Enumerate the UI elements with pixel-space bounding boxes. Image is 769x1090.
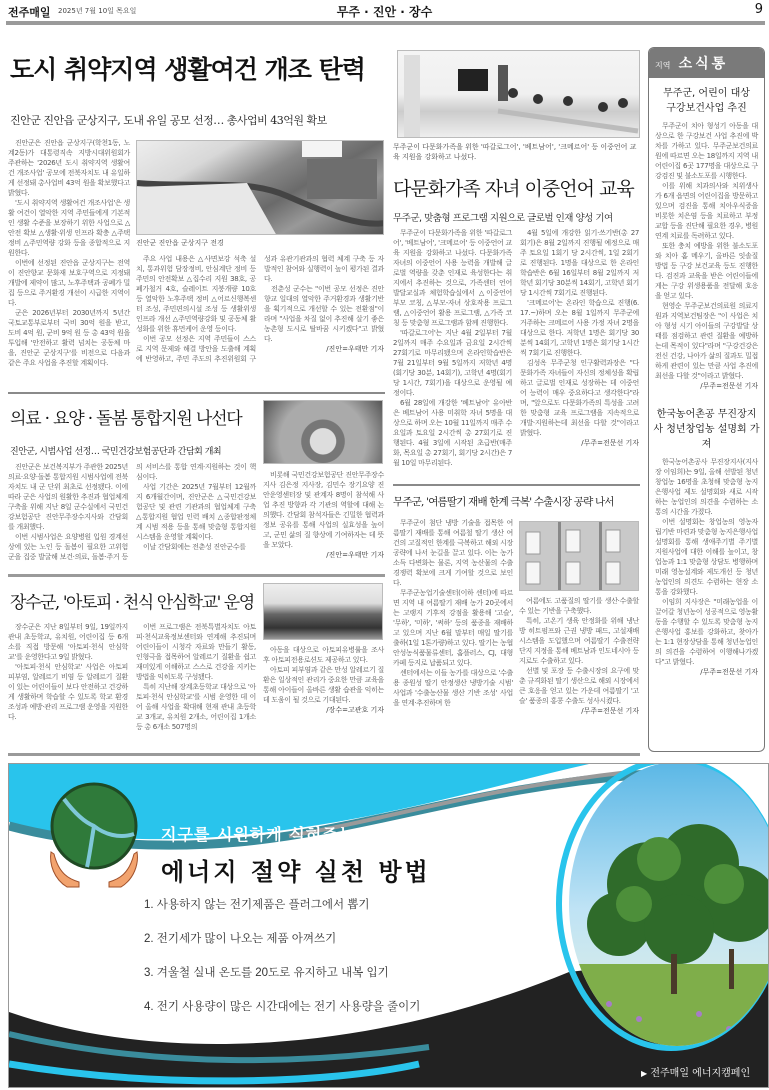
paragraph: 또한 충치 예방을 위한 불소도포와 치아 홈 메우기, 올바른 잇솔질 방법 등 구강 보건교육 등도 진행한다. 검진과 교육을 받은 어린이들에게는 구강 위생용품을 전달해 호응을 얻고 있다. [655, 242, 758, 300]
paragraph: 무주군이 첨단 냉방 기술을 접목한 여름딸기 재배를 통해 여름철 딸기 생산 여건의 고질적인 한계를 극복하고 해외 시장 공략에 나서 눈길을 끌고 있다. 이는 농가 소득 다변화는 물론, 지역 농산물의 수출경쟁력 확보에 크게 기여할 것으로 보인다. [393, 519, 513, 587]
energy-tip: 3. 겨울철 실내 온도를 20도로 유지하고 내복 입기 [144, 967, 389, 979]
article5-byline: /무주=전문선 기자 [581, 707, 639, 715]
article4-subhead: 무주군, 맞춤형 프로그램 지원으로 글로벌 인재 양성 기여 [393, 213, 613, 224]
paragraph: 군은 2026년부터 2030년까지 5년간 국토교통부로부터 국비 30억 원을 받고, 도비 4억 원, 군비 9억 원 등 총 43억 원을 투입해 '안전하고 활력 넘치는 공동체 마을, 진안군 군상지구'를 비전으로 다음과 같은 주요 사업을 추진할 계획이다. [8, 309, 130, 367]
aerial-map-illustration [137, 141, 384, 235]
article2-cols12 [8, 462, 256, 562]
article5-col2-text [519, 596, 639, 706]
paragraph: 여름에도 고품질의 딸기를 생산·수출할 수 있는 기반을 구축했다. [519, 597, 639, 615]
sidebar-item [649, 407, 764, 677]
paragraph: 무주군이 치아 형성기 아동을 대상으로 한 구강보건 사업 추진에 박차를 가하고 있다. 무주군보건의료원에 따르면 오는 18일까지 지역 내 어린이집 6곳 177명을 대상으로 구강검진 및 불소도포를 시행한다. [655, 122, 758, 180]
paragraph: '아토피·천식 안심학교' 사업은 아토피 피부염, 알레르기 비염 등 알레르기 질환이 있는 어린이들이 보다 안전하고 건강하게 생활하며 학습할 수 있도록 학교 환경 조성과 예방·관리 프로그램 운영을 지원한다. [8, 663, 128, 721]
paragraph: 이날 간담회에는 전춘성 진안군수를 [143, 543, 246, 551]
local-news-sidebar [648, 47, 765, 752]
paragraph: 선별 및 포장 등 수출시장의 요구에 맞춘 규격화된 딸기 생산으로 해외 시장에서 큰 호응을 얻고 있는 가운데 여름딸기 '고슬' 품종의 홍콩 수출도 성사시켰다. [519, 667, 639, 705]
article3-byline: /장수=고관호 기자 [326, 706, 384, 714]
paragraph: 비롯해 국민건강보험공단 진안무주장수지사 김은정 지사장, 김민수 장기요양 진안운영센터장 및 관계자 8명이 참석해 사업 추진 방향과 각 기관의 역할에 대해 논의했다. 간담회 참석자들은 긴밀한 협력과 정보 공유를 통해 사업의 실효성을 높이고, 군민 삶의 질 향상에 기여하자는 데 뜻을 모았다. [263, 471, 384, 549]
sidebar-item-title: 무주군, 어린이 대상 구강보건사업 추진 [663, 88, 750, 114]
paragraph: 4월 5일에 개강한 읽기·쓰기반(총 27회기)은 8월 2일까지 진행될 예정으로 매주 토요일 1회기 당 2시간씩, 1일 2회기로 진행된다. 1명을 대상으로 한 온라인학습반은 6월 16일부터 8월 2일까지 저학년 회기당 30분씩 14회기, 고학년 회기당 1시간씩 7회기로 진행된다. [520, 229, 639, 297]
paragraph: 진안군은 보건복지부가 주관한 2025년 의료·요양·돌봄 통합지원 시범사업에 전북자치도 내 군 단위 최초로 선정됐다. 이에 따라 군은 사업의 원활한 추진과 협업체계 구축을 위해 지난 8일 군수실에서 국민건강보험공단 진안무주장수지사와 간담회를 개최했다. [8, 463, 128, 531]
paragraph: 특히, 고온기 생육 안정화를 위해 냉난방 히트펌프와 근권 냉방 패드, 고설재배 시스템을 도입했으며 여름딸기 수출전략단지 지정을 통해 베트남과 인도네시아 등지로도 수출하고 있다. [519, 617, 639, 665]
paragraph: 아동을 대상으로 아토피유병률을 조사 후 아토피전용로션도 제공하고 있다. [263, 646, 384, 664]
sidebar-label-small: 지역 [655, 61, 671, 70]
paragraph: 6월 28일에 개강한 '베트남어' 유아반은 베트남어 사용 미취학 자녀 5명을 대상으로 하며 오는 10월 11일까지 매주 수요일과 토요일 2시간씩 총 27회기로 진행된다. 4월 3일에 시작된 초급반(매주 화, 목요일 총 27회기, 회기당 2시간)은 7월 10일 마무리된다. [393, 399, 512, 467]
article4-headline: 다문화가족 자녀 이중언어 교육 [393, 178, 634, 200]
energy-tip: 1. 사용하지 않는 전기제품은 플러그에서 뽑기 [144, 899, 370, 911]
article1-subhead: 진안군 진안읍 군상지구, 도내 유일 공모 선정… 총사업비 43억원 확보 [10, 114, 327, 127]
energy-tip: 4. 전기 사용량이 많은 시간대에는 전기 사용량을 줄이기 [144, 1001, 421, 1013]
aerial-photo [136, 140, 384, 235]
play-triangle-icon: ▶ [641, 1069, 648, 1078]
divider [8, 392, 385, 394]
article5-headline: 무주군, '여름딸기 재배 한계 극복' 수출시장 공략 나서 [393, 496, 614, 508]
paragraph: 사업 기간은 2025년 7월부터 12월까지 6개월간이며, 진안군은 △국민건강보험공단 및 관련 기관과의 협업체계 구축 △통합지원 협업 인력 배치 △종합판정체계 시범 적용 등을 통해 맞춤형 통합지원 시스템을 운영할 계획이다. [136, 483, 256, 541]
campaign-name: 전주매일 에너지캠페인 [650, 1068, 751, 1079]
classroom-illustration [398, 51, 640, 138]
energy-tips-list [144, 888, 420, 1024]
paragraph: '크메르어'는 온라인 학습으로 진행(6. 17.~)하며 오는 8월 1일까지 무주군에 거주하는 크메르어 사용 가정 자녀 2명을 대상으로 한다. 저학년 1명은 회기당 30분씩 14회기, 고학년 1명은 회기당 1시간씩 7회기로 진행한다. [520, 299, 639, 357]
energy-campaign-banner [8, 763, 769, 1088]
sidebar-item [649, 86, 764, 391]
article4-body [393, 228, 639, 468]
paragraph: 이번 프로그램은 전북특별자치도 아토피·천식교육정보센터와 연계해 추진되며 어린이들이 시청각 자료와 만들기 활동, 인형극을 접목하여 알레르기 질환을 쉽고 재미있게 이해하고 스스로 건강을 지키는 방법을 익히도록 구성됐다. [136, 623, 256, 681]
paragraph: 무주군농업기술센터(이하 센터)에 따르면 지역 내 여름딸기 재배 농가 20곳에서는 고랭지 기후적 강점을 활용해 '고슬', '무하', '미하', '써하' 등의 품종을 재배하고 있으며 지난 6월 말부터 매일 딸기를 출하(1일 1톤가량)하고 있다. 딸기는 농협안성농식품물류센터, 홈플러스, CJ, 대형카페 등지로 납품되고 있다. [393, 589, 513, 667]
paragraph: 이임희 지사장은 "미래농업을 이끌어갈 청년농이 성공적으로 영농활동을 수행할 수 있도록 맞춤형 농지은행사업 홍보를 강화하고, 찾아가는 1:1 현장상담을 통해 청년농업인의 의견을 수렴하여 이행해나가겠다"고 밝혔다. [655, 598, 758, 666]
paragraph: 주요 사업 내용은 △사면보강 석축 설치, 통과위험 담장정비, 안심계단 정비 등 주민의 안전확보 △집수리 지원 38호, 공폐가철거 4호, 슬레이트 지붕개량 10호 등 열악한 노후주택 정비 △어르신행복센터 조성, 주민편의시설 조성 등 생활위생인프라 개선 △주민역량강화 및 공동체 활성화를 위한 휴먼케어 운영 등이다. [136, 255, 256, 333]
paragraph: 특히 지난해 장계초등학교 대상으로 '아토피·천식 안심학교'를 시범 운영한 데 이어 올해 사업을 확대해 현재 관내 초등학교 3개교, 유치원 2개소, 어린이집 1개소 등 총 6개소 507명의 [136, 683, 256, 731]
paragraph: 장수군은 지난 8일부터 9일, 19일까지 관내 초등학교, 유치원, 어린이집 등 6개소를 직접 방문해 '아토피·천식 안심학교'를 운영한다고 9일 밝혔다. [8, 623, 128, 661]
meeting-photo [263, 400, 383, 464]
strawberry-boxes-illustration [520, 522, 639, 591]
article2-subhead: 진안군, 시범사업 선정… 국민건강보험공단과 간담회 개최 [10, 447, 222, 457]
article1-photo-caption: 진안군 진안읍 군상지구 전경 [136, 239, 224, 247]
article1-byline: /진안=우태만 기자 [326, 345, 384, 353]
article1-cols23 [136, 254, 384, 364]
strawberry-boxes-photo [519, 521, 639, 591]
paragraph: 이번 공모 선정은 지역 주민들이 스스로 지역 문제와 해결 방안을 도출해 계획에 반영하고, 주민 주도의 추진위원회 구성과 유관기관과의 협력 체계 구축 등 자발적인 참여와 실행력이 높이 평가된 결과다. [136, 255, 384, 363]
divider [8, 574, 385, 577]
sidebar-item-byline: /무주=전문선 기자 [700, 382, 758, 390]
divider [393, 484, 640, 486]
paragraph: 이번 시범사업은 요양병원 입원 경계선상에 있는 노인 등 돌봄이 필요한 고위험군을 집중 발굴해 보건·의료, 돌봄·주거 등의 서비스를 통합 연계·지원하는 것이 핵심이다. [8, 463, 256, 561]
paragraph: 이번 설명회는 창업농의 영농자립기반 마련과 맞춤형 농지은행사업 설명회를 통해 생애주기별 주기별 지원사업에 대한 이해를 높이고, 창업농과 1:1 맞춤형 상담도 병행하며 미래 영농설계와 제도개선 등 청년농업인의 의견도 수렴하는 현장 소통을 강화했다. [655, 518, 758, 596]
energy-tip: 2. 전기세가 많이 나오는 제품 아껴쓰기 [144, 933, 337, 945]
article4-photo-caption: 무주군이 다문화가족을 위한 '따갈로그어', '베트남어', '크메르어' 등 이중언어 교육 지원을 강화하고 나섰다. [393, 143, 637, 161]
paragraph: 이를 위해 치과의사와 치위생사가 6개 읍면의 어린이집을 방문하고 있으며 검진을 통해 치아우식증을 비롯한 치은염 등을 치료하고 부정교합 등을 진단해 필요한 경우, 병원 연계 치료를 독려하고 있다. [655, 182, 758, 240]
paragraph: '따갈로그어'는 지난 4월 2일부터 7월 2일까지 매주 수요일과 금요일 2시간씩 27회기로 마무리됐으며 온라인학습반은 7월 21일부터 9월 5일까지 저학년 4명(회기당 30분, 14회기), 고학년 4명(회기당 1시간, 7회기)을 대상으로 운영될 예정이다. [393, 329, 512, 397]
sidebar-item-byline: /무주=전문선 기자 [700, 668, 758, 676]
article1-col1 [8, 138, 130, 368]
article4-byline: /무주=전문선 기자 [581, 439, 639, 447]
page-number: 9 [754, 2, 763, 17]
paragraph: '도시 취약지역 생활여건 개조사업'은 생활 여건이 열악한 지역 주민들에게 기본적인 생활 수준을 보장하기 위한 사업으로 △안전 확보 △생활·위생 인프라 확충 △주택 정비 △주민역량 강화 등을 종합적으로 지원한다. [8, 199, 130, 257]
article2-byline: /진안=우태만 기자 [326, 551, 384, 559]
article5-col1 [393, 518, 513, 708]
issue-date: 2025년 7월 10일 목요일 [58, 7, 137, 15]
paragraph: 아토피 피부염과 같은 만성 알레르기 질환은 일상적인 관리가 중요한 만큼 교육을 통해 아이들이 올바른 생활 습관을 익히는 데 도움이 될 것으로 기대된다. [263, 666, 384, 704]
banner-footer [641, 1064, 750, 1079]
header-rule [6, 21, 765, 25]
article3-col3-text [263, 645, 384, 705]
article1-headline: 도시 취약지역 생활여건 개조 탄력 [10, 55, 365, 84]
sidebar-header [649, 48, 764, 78]
sidebar-item-body [649, 121, 764, 381]
section-title: 무주 · 진안 · 장수 [336, 5, 433, 19]
globe-hands-icon [51, 784, 138, 887]
paragraph: 진안군은 진안읍 군상지구(학천1동, 노계2동)가 대통령직속 지방시대위원회가 주관하는 '2026년 도시 취약지역 생활여건 개조사업' 공모에 전북자치도 내 유일하게 선정돼 총사업비 43억 원을 확보했다고 밝혔다. [8, 139, 130, 197]
sidebar-item-body [649, 457, 764, 667]
article3-cols12 [8, 622, 256, 732]
paragraph: 전춘성 군수는 "이번 공모 선정은 진안향교 일대의 열악한 주거환경과 생활기반을 획기적으로 개선할 수 있는 전환점"이라며 "사업을 차질 없이 추진해 살기 좋은 농촌형 도시로 탈바꿈 시키겠다"고 밝혔다. [264, 285, 384, 343]
paragraph: 한국농어촌공사 무진장지사(지사장 이임희)는 9일, 올해 선발된 청년창업농 16명을 초청해 맞춤형 농지은행사업 제도 설명회와 새로 시작하는 농업인의 의견을 수렴하는 소통의 시간을 가졌다. [655, 458, 758, 516]
banner-title-big: 에너지 절약 실천 방법 [161, 858, 431, 886]
article2-headline: 의료 · 요양 · 돌봄 통합지원 나선다 [10, 409, 242, 429]
paragraph: 센터에서는 이들 농가를 대상으로 '수출용 종원성 딸기 안정생산 냉방기술 시범' 사업과 '수출농산물 생산 기반 조성' 사업을 연계·추진하며 한 [393, 669, 513, 707]
paragraph: 이번에 선정된 진안읍 군상지구는 전역이 진안향교 문화재 보호구역으로 지정돼 개발에 제약이 많고, 노후주택과 공폐가 밀집 등으로 주거환경 개선이 시급한 지역이다. [8, 259, 130, 307]
sidebar-item-title: 한국농어촌공 무진장지사 청년창업농 설명회 가져 [653, 409, 760, 450]
paragraph: 현영순 무주군보건의료원 의료지원과 지역보건팀장은 "이 사업은 치아 형성 시기 아이들의 구강발달 상태를 점검하고 관련 질환을 예방하는데 목적이 있다"라며 "구강건강은 전신 건강, 나아가 삶의 질과도 밀접하게 관련이 있는 만큼 사업 추진에 최선을 다할 것"이라고 밝혔다. [655, 302, 758, 380]
banner-title-small: 지구를 시원하게 식혀주는 [161, 825, 356, 844]
paragraph: 김성옥 무주군청 인구활력과장은 "다문화가족 자녀들이 자신의 정체성을 확립하고 글로벌 인재로 성장하는 데 이중언어 능력이 매우 중요하다고 생각한다"라며, "앞으로도 다문화가족의 특성을 고려한 맞춤형 교육 프로그램을 지속적으로 개발·지원하는데 최선을 다할 것"이라고 밝혔다. [520, 359, 639, 437]
multicultural-class-photo [397, 50, 640, 138]
article2-col3 [263, 470, 384, 560]
article5-col2 [519, 596, 639, 716]
article2-col3-text [263, 470, 384, 550]
article4-body-text [393, 228, 639, 468]
newspaper-brand: 전주매일 [8, 6, 51, 19]
article3-headline: 장수군, '아토피 · 천식 안심학교' 운영 [10, 593, 254, 613]
article3-col3 [263, 645, 384, 715]
paragraph: 무주군이 다문화가족을 위한 '따갈로그어', '베트남어', '크메르어' 등 이중언어 교육 지원을 강화하고 나섰다. 다문화가족 자녀의 이중언어 사용 능력을 개발해 글로벌 역량을 갖춘 인재로 육성한다는 취지에서 추진하는 것으로, 가족센터 언어발달교실과 체험학습실에서 △이중언어 부모 코칭, △부모-자녀 상호작용 프로그램, △이중언어 활용 프로그램, △가족 코칭 등 맞춤형 프로그램과 함께 진행한다. [393, 229, 512, 327]
divider [8, 753, 640, 756]
classroom-photo [263, 583, 383, 640]
sidebar-label-big: 소식통 [678, 56, 729, 72]
